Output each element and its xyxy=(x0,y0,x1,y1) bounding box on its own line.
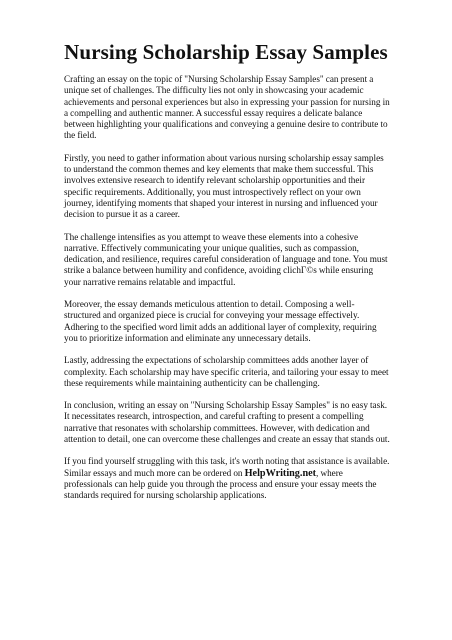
document-title: Nursing Scholarship Essay Samples xyxy=(64,40,388,64)
document-body xyxy=(64,74,390,513)
helpwriting-link[interactable]: HelpWriting.net xyxy=(244,467,317,479)
paragraph-research: Firstly, you need to gather information about various nursing scholarship essay samples to understand the common themes and key elements that make them successful. This involves extensive research to identify relevant scholarship opportunities and their specific requirements. Additionally, you must introspectively reflect on your own journey, identifying moments that shaped your interest in nursing and influenced your decision to pursue it as a career. xyxy=(64,152,384,220)
paragraph-conclusion: In conclusion, writing an essay on "Nursing Scholarship Essay Samples" is no easy task. It necessitates research, introspection, and careful crafting to present a compelling narrative that resonates with scholarship committees. However, with dedication and attention to detail, one can overcome these challenges and create an essay that stands out. xyxy=(64,400,390,445)
assistance-text-after: , where professionals can help guide you through the process and ensure your essay meets the standards required for nursing scholarship applications. xyxy=(64,467,377,501)
assistance-text-before: If you find yourself struggling with this task, it's worth noting that assistance is available. Similar essays and much more can be ordered on xyxy=(64,456,390,478)
paragraph-narrative: The challenge intensifies as you attempt to weave these elements into a cohesive narrative. Effectively communicating your unique qualities, such as compassion, dedication, and resilience, requires careful consideration of language and tone. You must strike a balance between humility and confidence, avoiding clichΓ©s while ensuring your narrative remains relatable and impactful. xyxy=(64,231,388,287)
paragraph-detail: Moreover, the essay demands meticulous attention to detail. Composing a well-structured and organized piece is crucial for conveying your message effectively. Adhering to the specified word limit adds an additional layer of complexity, requiring you to prioritize information and eliminate any unnecessary details. xyxy=(64,299,377,343)
paragraph-intro: Crafting an essay on the topic of "Nursing Scholarship Essay Samples" can present a unique set of challenges. The difficulty lies not only in showcasing your academic achievements and personal experiences but also in expressing your passion for nursing in a compelling and authentic manner. A successful essay requires a delicate balance between highlighting your qualifications and conveying a genuine desire to contribute to the field. xyxy=(64,74,390,141)
paragraph-assistance xyxy=(64,456,390,501)
paragraph-committees: Lastly, addressing the expectations of scholarship committees adds another layer of complexity. Each scholarship may have specific criteria, and tailoring your essay to meet these requirements while maintaining authenticity can be challenging. xyxy=(64,355,389,388)
